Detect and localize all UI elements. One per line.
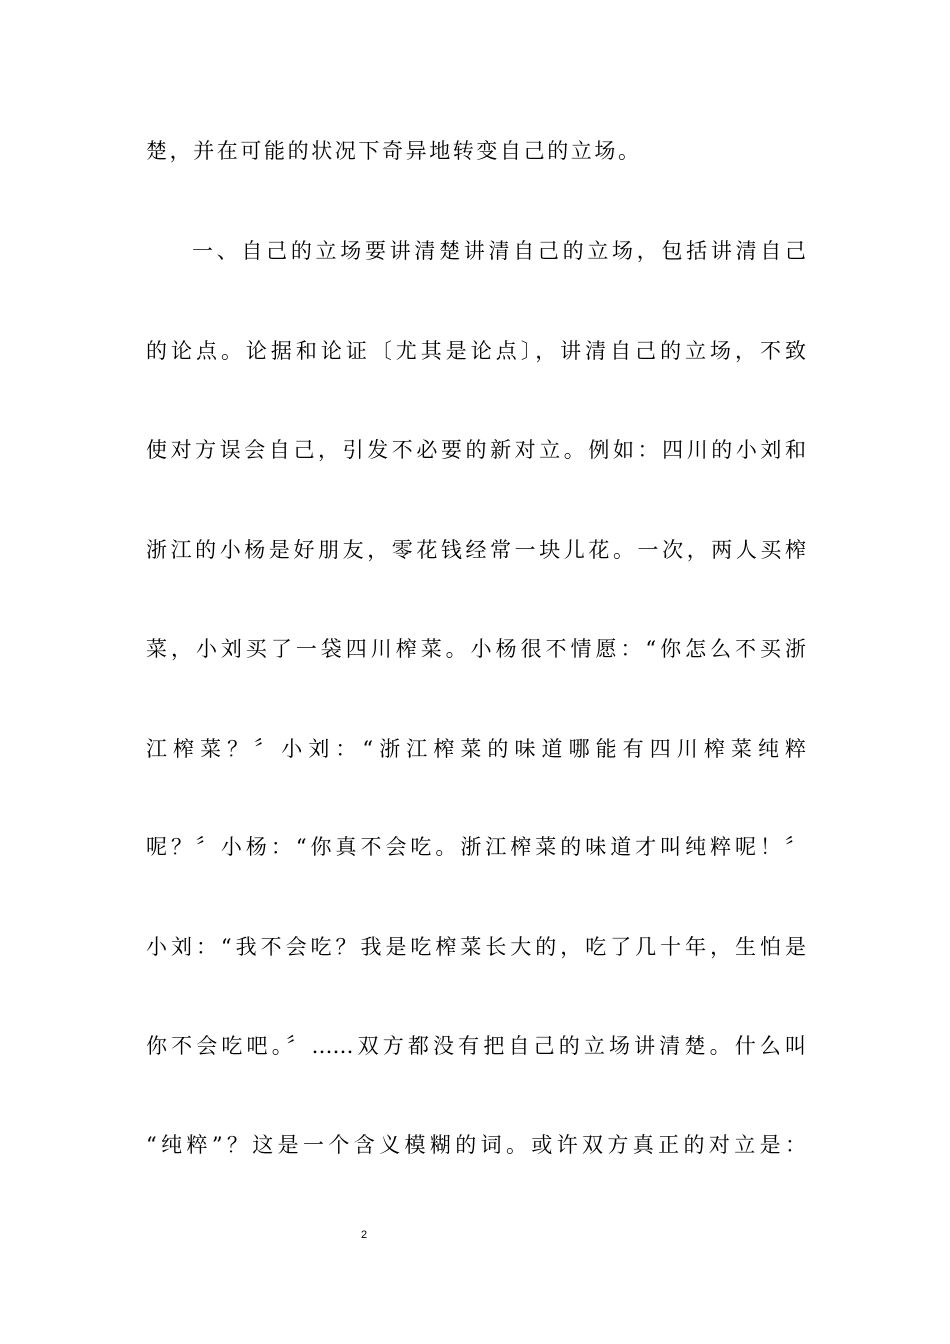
text-line: 楚，并在可能的状况下奇异地转变自己的立场。 [146, 139, 642, 163]
text-line: 浙江的小杨是好朋友，零花钱经常一块儿花。一次，两人买榨 [146, 538, 806, 562]
text-line: 菜，小刘买了一袋四川榨菜。小杨很不情愿：“你怎么不买浙 [146, 637, 806, 661]
text-line: 的论点。论据和论证〔尤其是论点〕，讲清自己的立场，不致 [146, 339, 806, 363]
text-line: 你不会吃吧。〞……双方都没有把自己的立场讲清楚。什么叫 [146, 1034, 806, 1058]
page-number: 2 [360, 1229, 368, 1241]
paragraph-heading-line: 一、自己的立场要讲清楚讲清自己的立场，包括讲清自己 [192, 239, 806, 263]
text-line: 江榨菜？〞小刘：“浙江榨菜的味道哪能有四川榨菜纯粹 [146, 737, 806, 761]
text-line: “纯粹”？这是一个含义模糊的词。或许双方真正的对立是： [146, 1133, 806, 1157]
text-line: 使对方误会自己，引发不必要的新对立。例如：四川的小刘和 [146, 438, 806, 462]
text-line: 呢？〞小杨：“你真不会吃。浙江榨菜的味道才叫纯粹呢！〞 [146, 835, 806, 859]
text-line: 小刘：“我不会吃？我是吃榨菜长大的，吃了几十年，生怕是 [146, 935, 806, 959]
